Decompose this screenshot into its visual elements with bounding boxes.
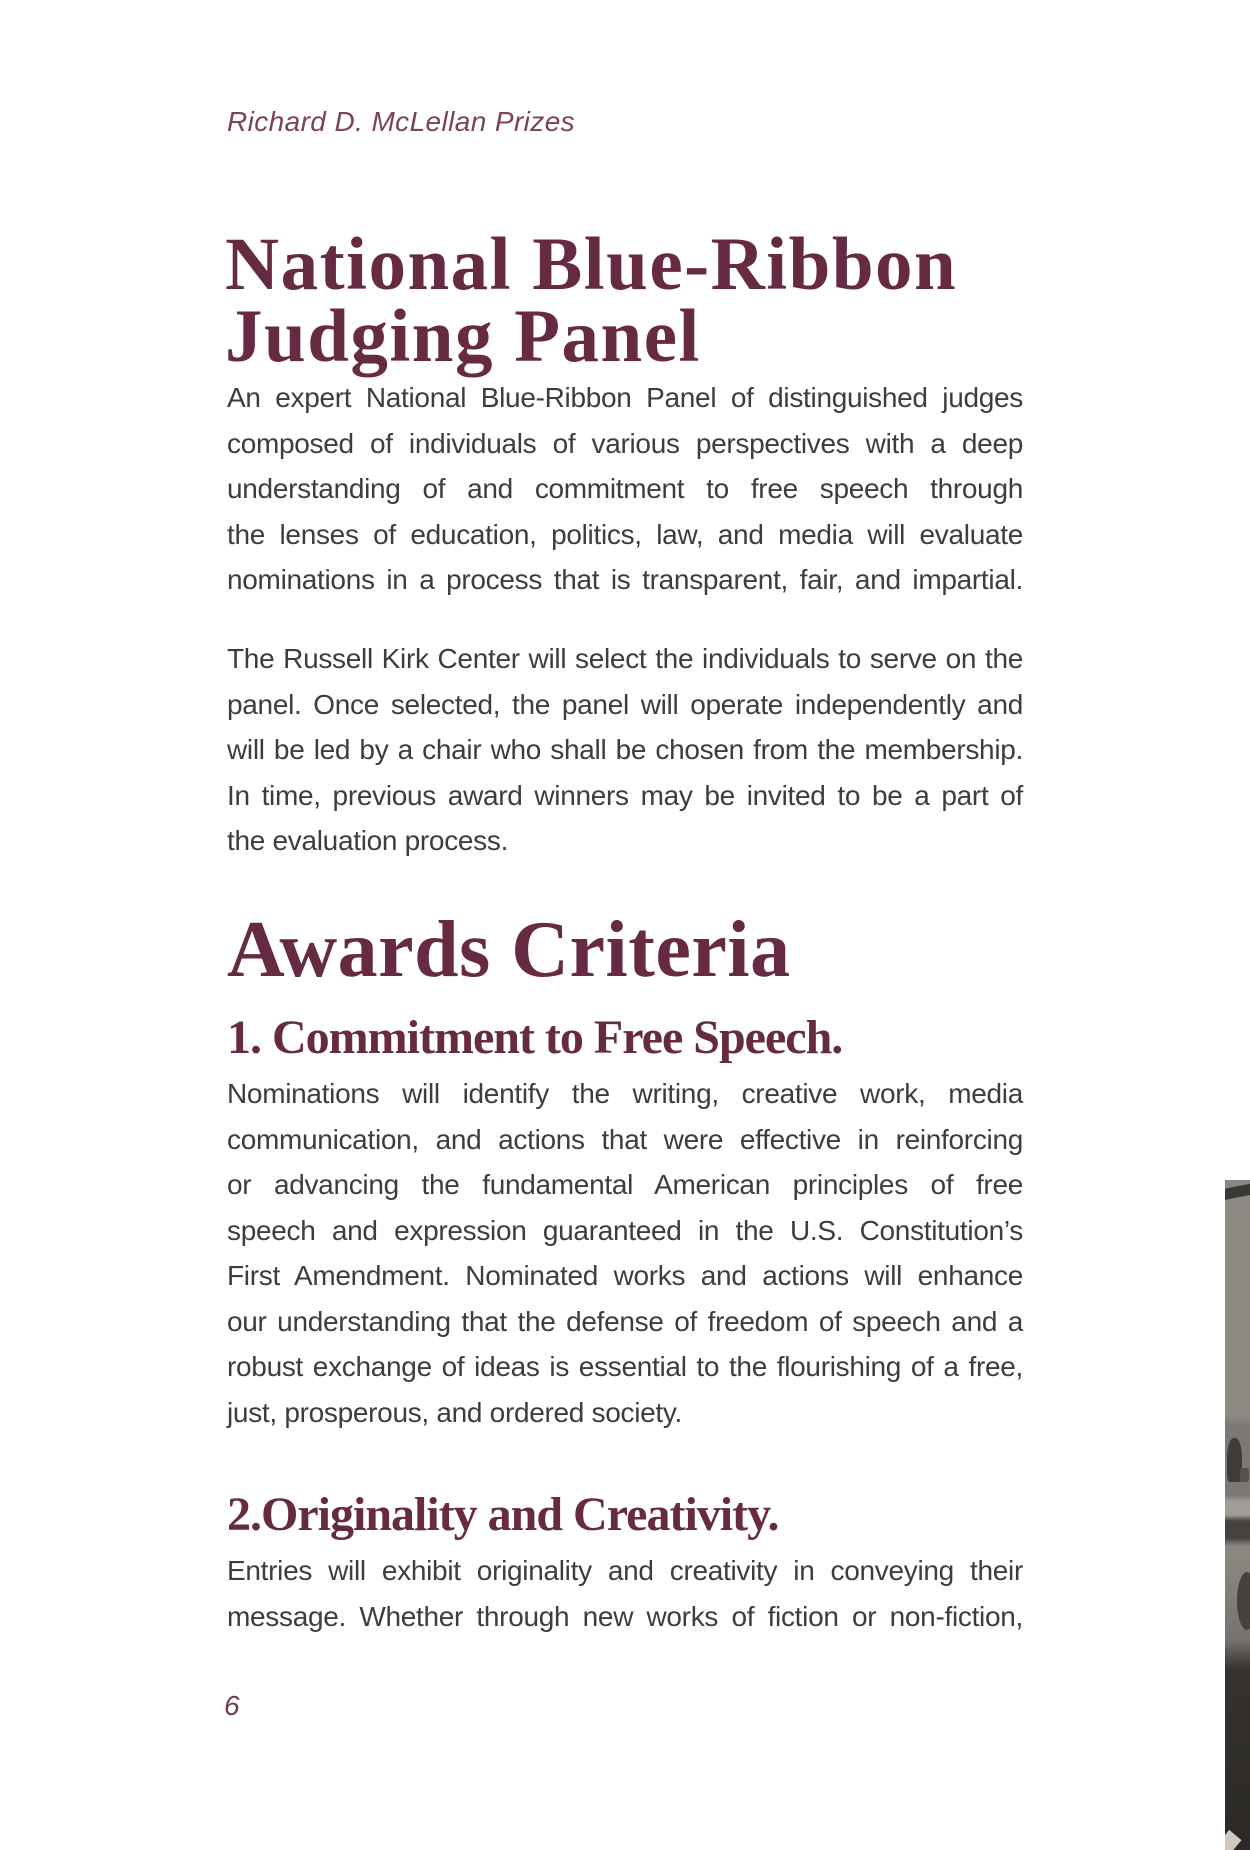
page-number: 6 <box>224 1690 240 1721</box>
criterion-2-heading: 2.Originality and Creativity. <box>227 1488 779 1541</box>
section-heading-awards-criteria: Awards Criteria <box>227 906 791 994</box>
page-title <box>225 223 1045 378</box>
text-line: communication, and actions that were effective in reinforcing <box>227 1123 1023 1155</box>
text-line: National Blue-Ribbon <box>225 223 958 306</box>
text-line: understanding of and commitment to free speech through <box>227 473 1023 504</box>
running-header: Richard D. McLellan Prizes <box>227 106 576 137</box>
edge-photo-sliver <box>1225 1180 1250 1850</box>
text-line: our understanding that the defense of freedom of speech and a <box>227 1305 1023 1337</box>
text-line: First Amendment. Nominated works and actions will enhance <box>227 1260 1023 1291</box>
text-line: will be led by a chair who shall be chosen from the membership. <box>227 734 1023 765</box>
intro-paragraph-1 <box>227 375 1023 603</box>
criterion-1-heading: 1. Commitment to Free Speech. <box>227 1011 843 1064</box>
photo-cup-silhouette <box>1240 1468 1249 1482</box>
text-line: Entries will exhibit originality and creativity in conveying their <box>227 1555 1023 1586</box>
text-line: the lenses of education, politics, law, and media will evaluate <box>227 518 1023 550</box>
text-line: message. Whether through new works of fiction or non-fiction, <box>227 1600 1023 1632</box>
photo-collar-highlight <box>1225 1830 1241 1850</box>
criterion-1-body <box>227 1071 1023 1435</box>
text-line: In time, previous award winners may be invited to be a part of <box>227 779 1023 811</box>
text-line: Nominations will identify the writing, creative work, media <box>227 1078 1023 1109</box>
text-line: speech and expression guaranteed in the U.S. Constitution’s <box>227 1214 1023 1246</box>
photo-diagonal-shadow <box>1225 1183 1250 1201</box>
photo-head-silhouette <box>1237 1572 1250 1630</box>
text-line: nominations in a process that is transparent, fair, and impartial. <box>227 564 1023 595</box>
text-line: composed of individuals of various perspectives with a deep <box>227 427 1023 459</box>
text-line: panel. Once selected, the panel will operate independently and <box>227 688 1023 720</box>
text-line: or advancing the fundamental American principles of free <box>227 1169 1023 1200</box>
intro-paragraph-2 <box>227 636 1023 864</box>
text-line: The Russell Kirk Center will select the individuals to serve on the <box>227 643 1023 674</box>
text-line: robust exchange of ideas is essential to the flourishing of a free, <box>227 1351 1023 1382</box>
text-line: the evaluation process. <box>227 825 509 856</box>
text-line: An expert National Blue-Ribbon Panel of distinguished judges <box>227 382 1023 413</box>
text-line: just, prosperous, and ordered society. <box>227 1396 683 1428</box>
text-line: Judging Panel <box>225 295 701 378</box>
criterion-2-body <box>227 1548 1023 1639</box>
